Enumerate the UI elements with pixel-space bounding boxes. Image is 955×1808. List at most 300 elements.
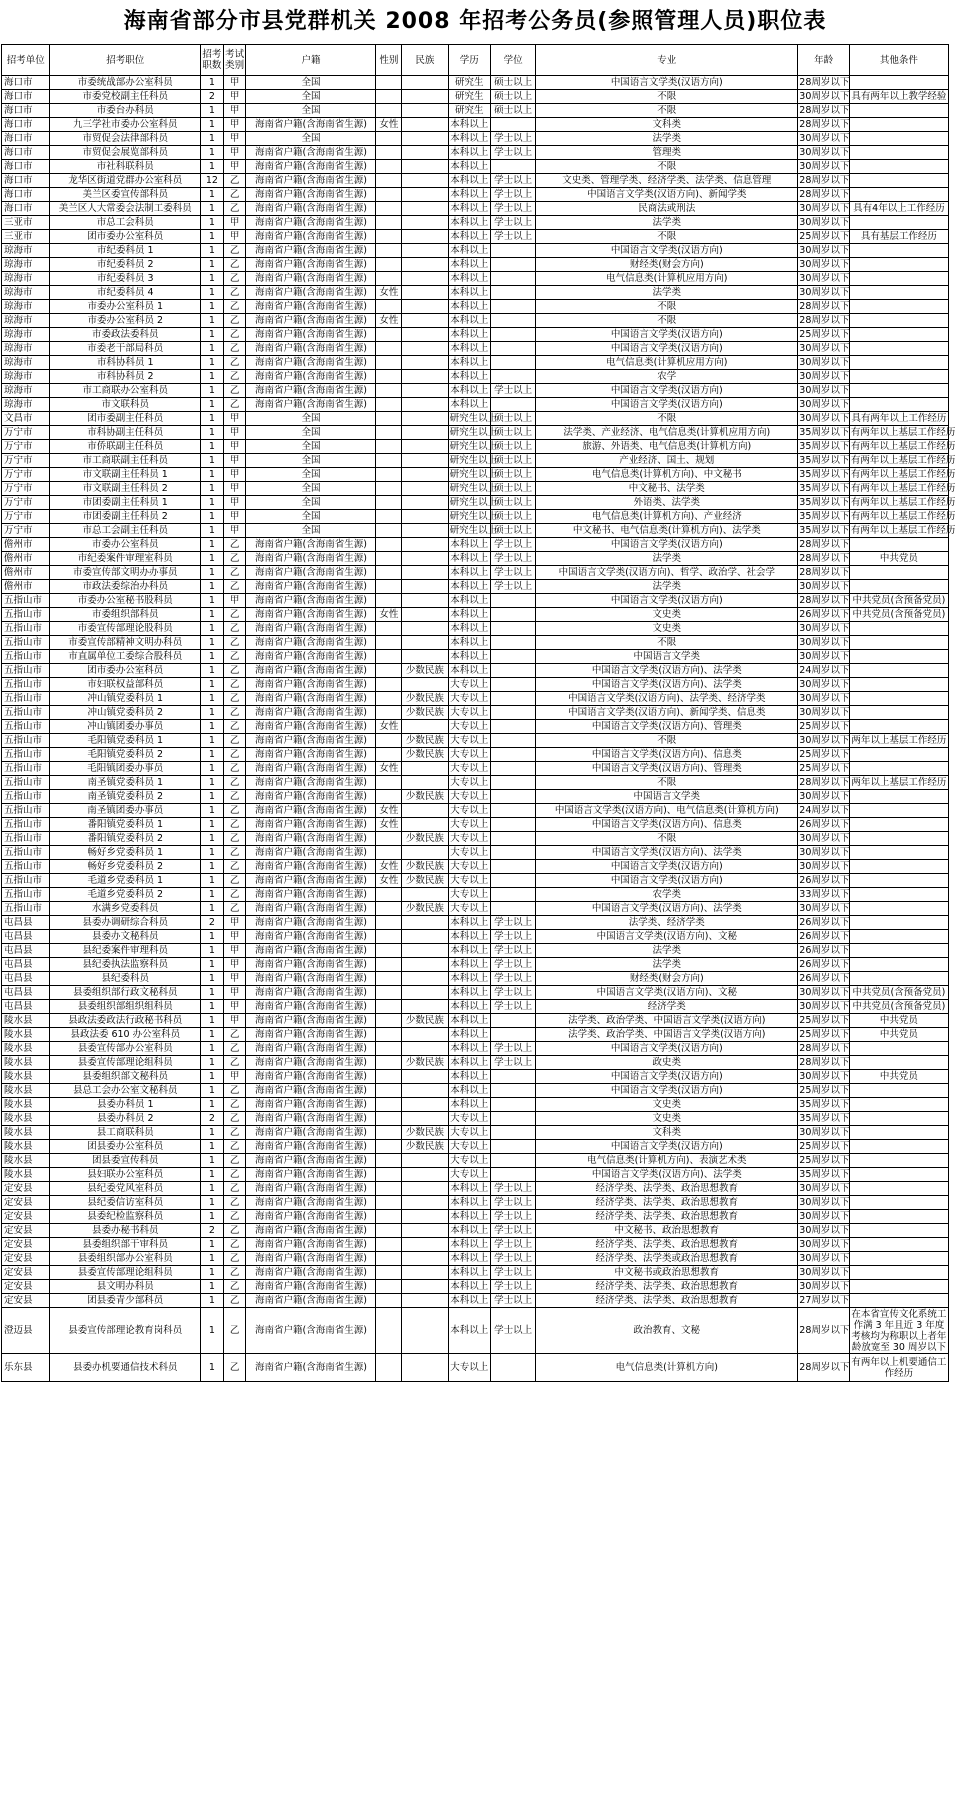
- cell-household: 海南省户籍(含海南省生源): [246, 902, 376, 916]
- cell-other: [849, 1140, 948, 1154]
- cell-age: 30周岁以下: [799, 1001, 850, 1012]
- cell-exam-type: 乙: [223, 1182, 246, 1196]
- cell-other: 中共党员(含预备党员): [849, 986, 948, 1000]
- cell-count: 1: [201, 104, 224, 118]
- cell-other: [849, 342, 948, 356]
- cell-degree: 学士以上: [490, 1294, 535, 1308]
- cell-other: 有两年以上基层工作经历: [850, 511, 955, 522]
- cell-other: [849, 370, 948, 384]
- cell-other: [849, 1154, 948, 1168]
- cell-position: 市委宣传部理论股科员: [50, 622, 201, 636]
- cell-degree: 学士以上: [490, 1266, 535, 1280]
- table-row: [2, 1070, 949, 1084]
- cell-age: 35周岁以下: [799, 1113, 850, 1124]
- cell-count: 1: [201, 384, 224, 398]
- cell-degree: 学士以上: [490, 1238, 535, 1252]
- cell-other: [849, 1224, 948, 1238]
- cell-gender: [376, 454, 402, 468]
- table-row: [2, 1154, 949, 1168]
- cell-ethnicity: [402, 804, 448, 818]
- table-row: [2, 314, 949, 328]
- cell-count: 1: [201, 846, 224, 860]
- cell-education: 研究生以上: [449, 511, 498, 522]
- cell-household: 海南省户籍(含海南省生源): [246, 1168, 376, 1182]
- cell-unit: 五指山市: [2, 902, 50, 916]
- cell-degree: 学士以上: [490, 580, 535, 594]
- cell-household: 海南省户籍(含海南省生源): [246, 1308, 376, 1354]
- cell-age: 30周岁以下: [799, 259, 850, 270]
- cell-count: 1: [201, 230, 224, 244]
- cell-position: 市委办公室秘书股科员: [50, 594, 201, 608]
- cell-major: 政治教育、文秘: [536, 1308, 798, 1354]
- cell-education: 大专以上: [448, 692, 490, 706]
- cell-unit: 陵水县: [2, 1042, 50, 1056]
- cell-household: 海南省户籍(含海南省生源): [246, 748, 376, 762]
- cell-count: 2: [201, 916, 224, 930]
- cell-exam-type: 乙: [223, 1252, 246, 1266]
- cell-degree: 学士以上: [490, 384, 535, 398]
- cell-household: 海南省户籍(含海南省生源): [246, 888, 376, 902]
- cell-ethnicity: 少数民族: [402, 706, 448, 720]
- cell-household: 海南省户籍(含海南省生源): [246, 1280, 376, 1294]
- cell-major: 文科类: [536, 118, 798, 132]
- cell-other: [849, 762, 948, 776]
- cell-position: 市侨联副主任科员: [50, 440, 201, 454]
- cell-education: 本科以上: [448, 608, 490, 622]
- cell-major: 不限: [536, 636, 798, 650]
- cell-major: 外语类、法学类: [536, 496, 798, 510]
- cell-age: 28周岁以下: [799, 539, 850, 550]
- cell-education: 大专以上: [448, 720, 490, 734]
- cell-position: 市委办公室科员 2: [50, 314, 201, 328]
- cell-age: 28周岁以下: [799, 777, 850, 788]
- cell-age: 28周岁以下: [799, 1043, 850, 1054]
- cell-count: 1: [201, 132, 224, 146]
- cell-exam-type: 乙: [223, 608, 246, 622]
- cell-gender: [376, 1238, 402, 1252]
- cell-unit: 琼海市: [2, 258, 50, 272]
- cell-major: 中国语言文学类(汉语方向): [536, 76, 798, 90]
- cell-unit: 琼海市: [2, 272, 50, 286]
- cell-gender: [376, 132, 402, 146]
- cell-other: [849, 1182, 948, 1196]
- cell-ethnicity: [402, 370, 448, 384]
- cell-degree: 学士以上: [490, 216, 535, 230]
- cell-count: 1: [201, 944, 224, 958]
- cell-position: 市委台办科员: [50, 104, 201, 118]
- cell-ethnicity: [402, 930, 448, 944]
- cell-unit: 陵水县: [2, 1126, 50, 1140]
- cell-degree: [490, 342, 535, 356]
- cell-unit: 陵水县: [2, 1098, 50, 1112]
- cell-household: 海南省户籍(含海南省生源): [246, 146, 376, 160]
- cell-unit: 陵水县: [2, 1056, 50, 1070]
- cell-education: 大专以上: [448, 706, 490, 720]
- cell-gender: 女性: [376, 762, 402, 776]
- cell-other: 有两年以上机要通信工作经历: [849, 1354, 948, 1382]
- cell-major: 中国语言文学类(汉语方向)、哲学、政治学、社会学: [536, 566, 798, 580]
- cell-education: 本科以上: [448, 664, 490, 678]
- cell-other: 中共党员: [849, 1014, 948, 1028]
- cell-exam-type: 甲: [223, 412, 246, 426]
- cell-major: 中国语言文学类(汉语方向)、法学类、经济学类: [536, 692, 798, 706]
- cell-gender: [376, 734, 402, 748]
- position-table: [1, 44, 955, 1382]
- table-row: [2, 496, 949, 510]
- cell-gender: 女性: [376, 286, 402, 300]
- cell-position: 市文联科员: [50, 398, 201, 412]
- cell-age: 28周岁以下: [799, 119, 850, 130]
- cell-degree: 硕士以上: [490, 496, 535, 510]
- cell-position: 毛道乡党委科员 2: [50, 888, 201, 902]
- cell-position: 县纪委党风室科员: [50, 1182, 201, 1196]
- table-row: [2, 1354, 949, 1382]
- cell-major: 经济学类、法学类、政治思想教育: [536, 1294, 798, 1308]
- cell-age: 26周岁以下: [799, 945, 850, 956]
- cell-count: 1: [201, 1308, 224, 1354]
- cell-education: 本科以上: [448, 356, 490, 370]
- cell-count: 1: [201, 118, 224, 132]
- cell-ethnicity: [402, 524, 448, 538]
- cell-exam-type: 乙: [223, 174, 246, 188]
- cell-position: 县委组织部办公室科员: [50, 1252, 201, 1266]
- cell-count: 1: [201, 650, 224, 664]
- cell-household: 全国: [246, 76, 376, 90]
- cell-degree: [490, 888, 535, 902]
- cell-household: 海南省户籍(含海南省生源): [246, 1028, 376, 1042]
- cell-age: 35周岁以下: [799, 497, 850, 508]
- cell-count: 1: [201, 776, 224, 790]
- cell-position: 县委纪检监察科员: [50, 1210, 201, 1224]
- table-row: [2, 902, 949, 916]
- cell-exam-type: 乙: [223, 636, 246, 650]
- cell-unit: 陵水县: [2, 1112, 50, 1126]
- cell-ethnicity: [402, 846, 448, 860]
- cell-unit: 陵水县: [2, 1084, 50, 1098]
- cell-major: 中文秘书、政治思想教育: [536, 1224, 798, 1238]
- cell-count: 1: [201, 1252, 224, 1266]
- cell-other: [849, 328, 948, 342]
- cell-major: 法学类: [536, 216, 798, 230]
- cell-major: 中国语言文学类(汉语方向)、文秘: [536, 930, 798, 944]
- cell-education: 本科以上: [448, 230, 490, 244]
- cell-position: 县文明办科员: [50, 1280, 201, 1294]
- cell-major: 中国语言文学类(汉语方向): [536, 594, 798, 608]
- cell-position: 南圣镇党委科员 1: [50, 776, 201, 790]
- cell-ethnicity: [402, 440, 448, 454]
- cell-education: 研究生以上: [449, 427, 498, 438]
- table-row: [2, 552, 949, 566]
- cell-education: 本科以上: [448, 314, 490, 328]
- cell-exam-type: 乙: [223, 622, 246, 636]
- cell-age: 30周岁以下: [799, 861, 850, 872]
- cell-degree: [490, 818, 535, 832]
- cell-other: [849, 580, 948, 594]
- cell-degree: [490, 790, 535, 804]
- cell-other: [849, 874, 948, 888]
- cell-other: [849, 650, 948, 664]
- cell-education: 本科以上: [448, 160, 490, 174]
- cell-position: 市委统战部办公室科员: [50, 76, 201, 90]
- cell-household: 海南省户籍(含海南省生源): [246, 356, 376, 370]
- cell-education: 研究生以上: [449, 525, 498, 536]
- cell-age: 28周岁以下: [798, 1308, 850, 1354]
- cell-unit: 五指山市: [2, 678, 50, 692]
- cell-exam-type: 乙: [223, 202, 246, 216]
- cell-education: 本科以上: [448, 1182, 490, 1196]
- cell-household: 海南省户籍(含海南省生源): [246, 188, 376, 202]
- cell-count: 1: [201, 972, 224, 986]
- cell-major: 中国语言文学类(汉语方向): [536, 328, 798, 342]
- table-row: [2, 888, 949, 902]
- cell-unit: 琼海市: [2, 384, 50, 398]
- cell-position: 冲山镇党委科员 1: [50, 692, 201, 706]
- table-row: [2, 384, 949, 398]
- cell-ethnicity: [402, 482, 448, 496]
- cell-household: 海南省户籍(含海南省生源): [246, 622, 376, 636]
- table-row: [2, 860, 949, 874]
- cell-degree: 学士以上: [490, 146, 535, 160]
- cell-count: 2: [201, 1112, 224, 1126]
- cell-exam-type: 乙: [223, 804, 246, 818]
- cell-exam-type: 乙: [223, 1280, 246, 1294]
- cell-age: 26周岁以下: [799, 819, 850, 830]
- table-row: [2, 734, 949, 748]
- table-row: [2, 986, 949, 1000]
- cell-household: 海南省户籍(含海南省生源): [246, 636, 376, 650]
- cell-degree: [490, 356, 535, 370]
- cell-ethnicity: [402, 328, 448, 342]
- cell-gender: [376, 300, 402, 314]
- cell-position: 县政法委政法行政秘书科员: [50, 1014, 201, 1028]
- cell-education: 本科以上: [448, 342, 490, 356]
- cell-position: 毛阳镇党委科员 2: [50, 748, 201, 762]
- cell-position: 冲山镇党委科员 2: [50, 706, 201, 720]
- cell-count: 1: [201, 1210, 224, 1224]
- cell-unit: 陵水县: [2, 1154, 50, 1168]
- cell-unit: 三亚市: [2, 230, 50, 244]
- cell-degree: 学士以上: [490, 202, 535, 216]
- cell-exam-type: 甲: [223, 930, 246, 944]
- cell-degree: [490, 244, 535, 258]
- cell-count: 1: [201, 720, 224, 734]
- cell-unit: 海口市: [2, 202, 50, 216]
- cell-ethnicity: [402, 622, 448, 636]
- cell-exam-type: 乙: [223, 356, 246, 370]
- cell-ethnicity: [402, 1070, 448, 1084]
- cell-gender: [376, 482, 402, 496]
- cell-degree: 学士以上: [490, 916, 535, 930]
- cell-other: [849, 1168, 948, 1182]
- cell-gender: [376, 664, 402, 678]
- cell-major: 中国语言文学类: [536, 790, 798, 804]
- cell-position: 县委宣传部办公室科员: [50, 1042, 201, 1056]
- cell-major: 法学类: [536, 580, 798, 594]
- cell-position: 市工商联副主任科员: [50, 454, 201, 468]
- cell-unit: 屯昌县: [2, 972, 50, 986]
- cell-degree: [490, 1154, 535, 1168]
- cell-education: 本科以上: [448, 944, 490, 958]
- cell-ethnicity: 少数民族: [402, 734, 448, 748]
- cell-age: 28周岁以下: [799, 175, 850, 186]
- cell-other: [849, 188, 948, 202]
- cell-count: 1: [201, 860, 224, 874]
- cell-unit: 琼海市: [2, 286, 50, 300]
- cell-ethnicity: [402, 1238, 448, 1252]
- cell-other: 中共党员: [849, 552, 948, 566]
- cell-ethnicity: [402, 188, 448, 202]
- cell-other: [849, 1056, 948, 1070]
- cell-ethnicity: [402, 314, 448, 328]
- cell-other: [849, 314, 948, 328]
- cell-age: 26周岁以下: [799, 917, 850, 928]
- cell-gender: [376, 902, 402, 916]
- cell-gender: 女性: [376, 818, 402, 832]
- table-row: [2, 160, 949, 174]
- cell-unit: 陵水县: [2, 1140, 50, 1154]
- cell-education: 大专以上: [448, 1154, 490, 1168]
- cell-position: 县委办科员 1: [50, 1098, 201, 1112]
- cell-degree: [490, 594, 535, 608]
- cell-other: [849, 384, 948, 398]
- table-row: [2, 1210, 949, 1224]
- cell-major: 旅游、外语类、电气信息类(计算机方向): [536, 440, 798, 454]
- cell-exam-type: 乙: [223, 566, 246, 580]
- table-row: [2, 804, 949, 818]
- cell-major: 文史类: [536, 1098, 798, 1112]
- cell-position: 市政法委综治办科员: [50, 580, 201, 594]
- cell-unit: 海口市: [2, 104, 50, 118]
- table-row: [2, 230, 949, 244]
- table-row: [2, 356, 949, 370]
- cell-age: 28周岁以下: [798, 1354, 850, 1382]
- cell-unit: 五指山市: [2, 734, 50, 748]
- cell-gender: [376, 1294, 402, 1308]
- cell-major: 中文秘书、电气信息类(计算机方向)、法学类: [536, 524, 798, 538]
- table-row: [2, 706, 949, 720]
- table-row: [2, 342, 949, 356]
- cell-ethnicity: [402, 342, 448, 356]
- cell-household: 海南省户籍(含海南省生源): [246, 202, 376, 216]
- cell-ethnicity: [402, 230, 448, 244]
- cell-degree: 学士以上: [490, 986, 535, 1000]
- cell-unit: 定安县: [2, 1196, 50, 1210]
- cell-degree: 学士以上: [490, 972, 535, 986]
- cell-exam-type: 乙: [223, 188, 246, 202]
- table-row: [2, 846, 949, 860]
- cell-exam-type: 乙: [223, 398, 246, 412]
- header-gender: 性别: [376, 45, 402, 76]
- cell-household: 海南省户籍(含海南省生源): [246, 692, 376, 706]
- cell-unit: 定安县: [2, 1210, 50, 1224]
- cell-ethnicity: [402, 1042, 448, 1056]
- cell-age: 30周岁以下: [799, 133, 850, 144]
- cell-major: 法学类: [536, 286, 798, 300]
- header-education: 学历: [448, 45, 490, 76]
- cell-major: 不限: [536, 734, 798, 748]
- cell-degree: [490, 272, 535, 286]
- cell-count: 1: [201, 552, 224, 566]
- cell-exam-type: 甲: [223, 160, 246, 174]
- cell-major: 中国语言文学类(汉语方向)、新闻学类、信息类: [536, 706, 798, 720]
- cell-ethnicity: [402, 1196, 448, 1210]
- cell-household: 全国: [246, 482, 376, 496]
- cell-major: 中国语言文学类(汉语方向)、法学类: [536, 678, 798, 692]
- cell-other: [849, 244, 948, 258]
- cell-household: 海南省户籍(含海南省生源): [246, 720, 376, 734]
- cell-ethnicity: [402, 454, 448, 468]
- cell-household: 全国: [246, 90, 376, 104]
- cell-unit: 屯昌县: [2, 916, 50, 930]
- cell-household: 海南省户籍(含海南省生源): [246, 1266, 376, 1280]
- cell-gender: [376, 1042, 402, 1056]
- cell-gender: [376, 412, 402, 426]
- cell-degree: [490, 622, 535, 636]
- cell-gender: [376, 1280, 402, 1294]
- cell-unit: 万宁市: [2, 440, 50, 454]
- cell-household: 全国: [246, 468, 376, 482]
- cell-ethnicity: [402, 1084, 448, 1098]
- cell-unit: 海口市: [2, 188, 50, 202]
- cell-age: 30周岁以下: [799, 1211, 850, 1222]
- cell-age: 30周岁以下: [799, 287, 850, 298]
- cell-ethnicity: [402, 286, 448, 300]
- cell-degree: 学士以上: [490, 944, 535, 958]
- cell-household: 海南省户籍(含海南省生源): [246, 790, 376, 804]
- cell-gender: [376, 496, 402, 510]
- cell-count: 1: [201, 510, 224, 524]
- cell-other: [849, 972, 948, 986]
- table-row: [2, 692, 949, 706]
- cell-count: 1: [201, 594, 224, 608]
- cell-household: 海南省户籍(含海南省生源): [246, 832, 376, 846]
- header-unit: 招考单位: [2, 45, 50, 76]
- cell-major: 中国语言文学类(汉语方向): [536, 860, 798, 874]
- cell-major: 不限: [536, 314, 798, 328]
- cell-other: [849, 1238, 948, 1252]
- cell-position: 九三学社市委办公室科员: [50, 118, 201, 132]
- cell-other: 有两年以上基层工作经历: [850, 469, 955, 480]
- cell-count: 1: [201, 1238, 224, 1252]
- cell-other: [849, 916, 948, 930]
- cell-position: 畅好乡党委科员 1: [50, 846, 201, 860]
- cell-age: 30周岁以下: [799, 693, 850, 704]
- cell-household: 全国: [246, 426, 376, 440]
- cell-unit: 屯昌县: [2, 944, 50, 958]
- cell-degree: [490, 804, 535, 818]
- cell-unit: 万宁市: [2, 454, 50, 468]
- table-row: [2, 678, 949, 692]
- cell-ethnicity: [402, 776, 448, 790]
- cell-education: 大专以上: [448, 678, 490, 692]
- cell-exam-type: 乙: [223, 580, 246, 594]
- cell-gender: [376, 538, 402, 552]
- cell-ethnicity: [402, 496, 448, 510]
- cell-position: 市委组织部科员: [50, 608, 201, 622]
- cell-gender: [376, 104, 402, 118]
- cell-other: [849, 132, 948, 146]
- cell-ethnicity: 少数民族: [402, 748, 448, 762]
- cell-exam-type: 甲: [223, 118, 246, 132]
- cell-major: 民商法或刑法: [536, 202, 798, 216]
- cell-ethnicity: [402, 244, 448, 258]
- cell-household: 海南省户籍(含海南省生源): [246, 174, 376, 188]
- cell-position: 毛阳镇党委科员 1: [50, 734, 201, 748]
- cell-count: 1: [201, 1354, 224, 1382]
- cell-household: 全国: [246, 104, 376, 118]
- cell-ethnicity: [402, 384, 448, 398]
- table-row: [2, 510, 949, 524]
